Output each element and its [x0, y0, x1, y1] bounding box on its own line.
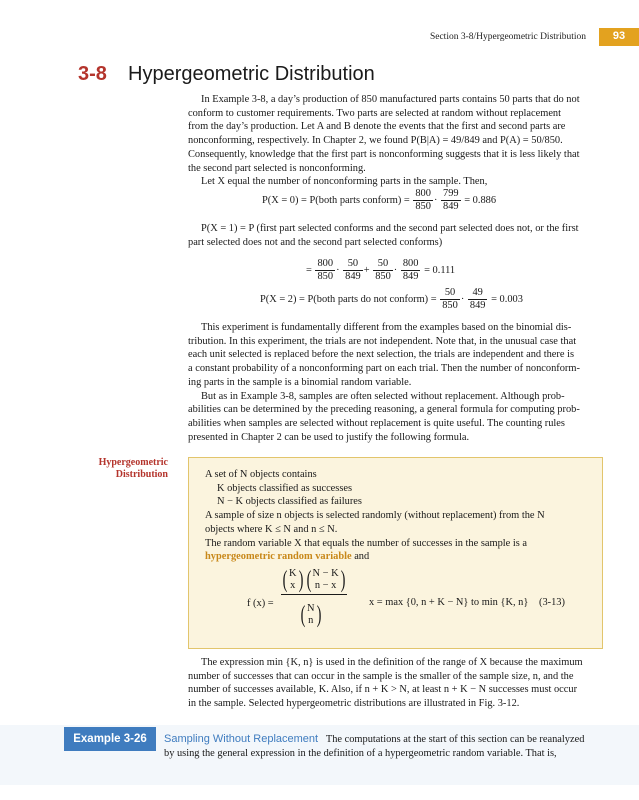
pmf-numerator: ( K x ) ( N − K n − x ): [282, 567, 345, 593]
discussion-line: each unit selected is replaced before the next selection, the trials are independent and there is: [188, 349, 575, 361]
discussion-line: But as in Example 3-8, samples are often selected without replacement. Although prob-: [201, 390, 565, 402]
fraction: $\frac{800}{850}$: [415, 188, 431, 212]
fraction: $\frac{50}{850}$: [375, 258, 391, 282]
example-title: Sampling Without Replacement: [164, 733, 319, 745]
discussion-line: ing parts in the sample is a binomial random variable.: [188, 376, 412, 388]
intro-line: In Example 3-8, a day’s production of 850 manufactured parts contains 50 parts that do not: [201, 94, 580, 105]
def-line: The random variable X that equals the number of successes in the sample is a: [205, 537, 528, 549]
eq1-result: = 0.886: [464, 194, 497, 206]
eq1-lhs: P(X = 0) = P(both parts conform) =: [262, 194, 410, 206]
discussion-paragraph: [188, 321, 601, 444]
fx-label: f (x) =: [247, 598, 274, 609]
discussion-line: abilities when samples are selected without replacement is quite useful. The counting rules: [188, 417, 565, 429]
eq4-lhs: P(X = 2) = P(both parts do not conform) =: [260, 293, 437, 305]
def-line: K objects classified as successes: [217, 482, 353, 494]
fraction: $\frac{50}{849}$: [345, 258, 361, 282]
def-line: N − K objects classified as failures: [217, 496, 362, 508]
intro-line: from the day’s production. Let A and B denote the events that the first and second parts are: [188, 121, 566, 133]
equation-x0: P(X = 0) = P(both parts conform) = $\frac{800}{850}$ · $\frac{799}{849}$ = 0.886: [262, 188, 497, 212]
def-line: A sample of size n objects is selected randomly (without replacement) from the N: [205, 510, 545, 522]
fraction: $\frac{50}{850}$: [442, 287, 458, 311]
example-line: by using the general expression in the definition of a hypergeometric random variable. That is,: [164, 747, 557, 759]
intro-line: Consequently, knowledge that the first part is nonconforming suggests that it is less likely that: [188, 148, 580, 160]
discussion-line: a constant probability of a nonconforming part on each trial. Then the number of nonconform-: [188, 363, 580, 375]
def-line: hypergeometric random variable and: [205, 551, 370, 563]
eq2-line: P(X = 1) = P (first part selected conforms and the second part selected does not, or the first: [201, 223, 579, 234]
discussion-line: presented in Chapter 2 can be used to justify the following formula.: [188, 431, 470, 443]
eq3-result: = 0.111: [424, 264, 456, 276]
discussion-line: abilities can be determined by the preceding reasoning, a general formula for computing prob-: [188, 404, 580, 416]
fraction: $\frac{800}{849}$: [402, 258, 419, 282]
running-header: Section 3-8/Hypergeometric Distribution: [429, 32, 586, 42]
def-line: objects where K ≤ N and n ≤ N.: [205, 523, 338, 535]
discussion-line: This experiment is fundamentally different from the examples based on the binomial dis-: [201, 322, 572, 333]
intro-paragraph: [188, 93, 601, 189]
fraction: $\frac{49}{849}$: [469, 287, 486, 311]
example-label: Example 3-26: [64, 727, 156, 751]
closing-paragraph: [188, 656, 601, 711]
closing-line: number of successes available, K. Also, if n + K > N, at least n + K − N successes must occur: [188, 684, 578, 696]
support-range: x = max {0, n + K − N} to min {K, n}: [369, 597, 529, 608]
def-line: A set of N objects contains: [205, 469, 317, 480]
section-number: 3-8: [78, 63, 107, 85]
closing-line: number of successes that can occur in the sample is the smaller of the sample size, n, and the: [188, 670, 574, 682]
closing-line: The expression min {K, n} is used in the definition of the range of X because the maximum: [201, 657, 583, 668]
example-text: [164, 733, 601, 760]
closing-line: in the sample. Selected hypergeometric distributions are illustrated in Fig. 3-12.: [188, 698, 520, 710]
fraction: $\frac{799}{849}$: [443, 188, 459, 212]
definition-margin-label: Hypergeometric Distribution: [98, 457, 168, 480]
eq2-line: part selected does not and the second part selected conforms): [188, 236, 443, 248]
section-title: Hypergeometric Distribution: [128, 63, 375, 85]
equation-x1-value: = $\frac{800}{850}$ · $\frac{50}{849}$ + $\frac{50}{850}$ · $\frac{800}{849}$ = 0.111: [306, 258, 456, 282]
example-line: Sampling Without Replacement The computations at the start of this section can be reanalyzed: [164, 733, 585, 745]
equation-x2: P(X = 2) = P(both parts do not conform) = $\frac{50}{850}$ · $\frac{49}{849}$ = 0.003: [260, 287, 523, 311]
highlight-term: hypergeometric random variable: [205, 551, 352, 563]
pmf-denominator: ( N n ): [300, 602, 321, 628]
eq4-result: = 0.003: [491, 293, 523, 305]
page-number: 93: [612, 30, 626, 42]
fraction: $\frac{800}{850}$: [317, 258, 334, 282]
equation-x1: [188, 222, 601, 249]
equation-number: (3-13): [539, 597, 565, 608]
intro-line: the second part selected is nonconforming.: [188, 162, 366, 174]
intro-line: nonconforming, respectively. In Chapter 2, we found P(B|A) = 49/849 and P(A) = 50/850.: [188, 135, 563, 147]
discussion-line: tribution. In this experiment, the trials are not independent. Note that, in the unusual case that: [188, 335, 577, 347]
intro-line: conform to customer requirements. Two parts are selected at random without replacement: [188, 107, 562, 119]
intro-line-x: Let X equal the number of nonconforming parts in the sample. Then,: [201, 176, 488, 188]
definition-box: [188, 457, 603, 649]
